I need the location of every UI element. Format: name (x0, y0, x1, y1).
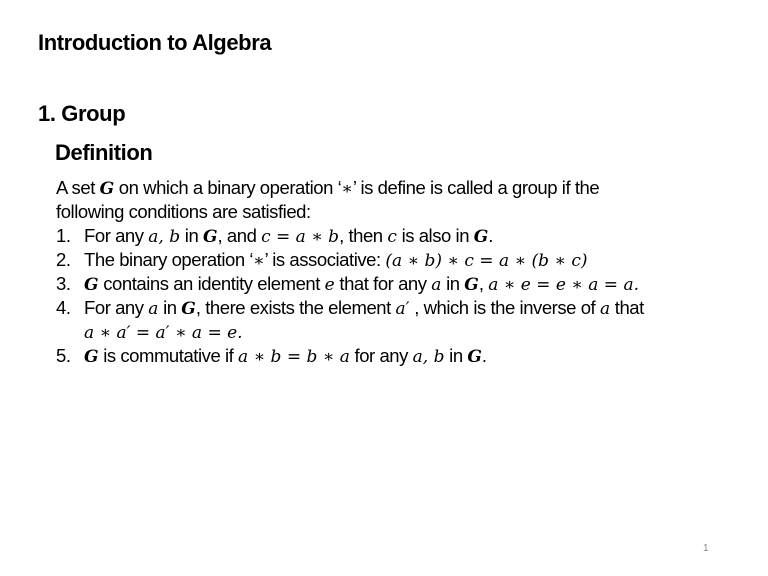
math-expression: a′ (395, 299, 410, 319)
item-text (84, 321, 243, 343)
text-segment: for any (349, 345, 413, 366)
set-symbol: G (464, 275, 479, 295)
set-symbol: G (202, 227, 218, 247)
math-expression: e (324, 275, 335, 295)
intro-line (56, 201, 311, 223)
math-expression: a ∗ e = e ∗ a = a. (488, 275, 639, 295)
text-segment: is also in (396, 225, 474, 246)
text-segment: . (488, 225, 493, 246)
item-text (84, 249, 587, 271)
text-segment: The binary operation ‘ (84, 249, 254, 270)
set-symbol: G (84, 275, 99, 295)
math-expression: a ∗ b = b ∗ a (238, 347, 350, 367)
text-segment: , then (339, 225, 388, 246)
item-text (84, 345, 487, 367)
text-segment: in (441, 273, 465, 294)
text-segment: in (158, 297, 182, 318)
math-expression: a, b (148, 227, 181, 247)
text-segment: For any (84, 297, 149, 318)
item-text (84, 273, 639, 295)
text-segment: A set (56, 177, 100, 198)
set-symbol: G (99, 179, 115, 199)
text-segment: in (444, 345, 468, 366)
item-text (84, 225, 493, 247)
page-number: 1 (703, 543, 709, 554)
text-segment: . (481, 345, 487, 366)
text-segment: For any (84, 225, 149, 246)
text-segment: on which a binary operation ‘ (114, 177, 342, 198)
text-segment: , (478, 273, 489, 294)
intro-line (56, 177, 599, 199)
math-expression: ∗ (341, 179, 353, 199)
math-expression: a (431, 275, 442, 295)
math-expression: a, b (412, 347, 445, 367)
item-number: 5. (56, 345, 71, 366)
set-symbol: G (467, 347, 482, 367)
slide-title: Introduction to Algebra (38, 30, 272, 55)
math-expression: a (148, 299, 159, 319)
text-segment: ’ is associative: (264, 249, 386, 270)
text-segment: is commutative if (98, 345, 239, 366)
math-expression: (a ∗ b) ∗ c = a ∗ (b ∗ c) (385, 251, 588, 271)
section-heading: 1. Group (38, 101, 126, 126)
text-segment: , and (217, 225, 262, 246)
math-expression: c = a ∗ b (261, 227, 340, 247)
item-number: 1. (56, 225, 71, 246)
math-expression: c (387, 227, 397, 247)
text-segment: contains an identity element (98, 273, 325, 294)
text-segment: following conditions are satisfied: (56, 201, 311, 222)
item-text (84, 297, 644, 319)
item-number: 4. (56, 297, 71, 318)
math-expression: ∗ (253, 251, 265, 271)
text-segment: ’ is define is called a group if the (352, 177, 600, 198)
text-segment: that (610, 297, 644, 318)
item-number: 2. (56, 249, 71, 270)
set-symbol: G (181, 299, 196, 319)
subheading: Definition (55, 140, 153, 165)
math-expression: a ∗ a′ = a′ ∗ a = e. (84, 323, 243, 343)
text-segment: in (180, 225, 203, 246)
set-symbol: G (473, 227, 489, 247)
math-expression: a (599, 299, 611, 319)
text-segment: , there exists the element (195, 297, 396, 318)
text-segment: that for any (334, 273, 432, 294)
text-segment: , which is the inverse of (409, 297, 600, 318)
item-number: 3. (56, 273, 71, 294)
set-symbol: G (84, 347, 99, 367)
